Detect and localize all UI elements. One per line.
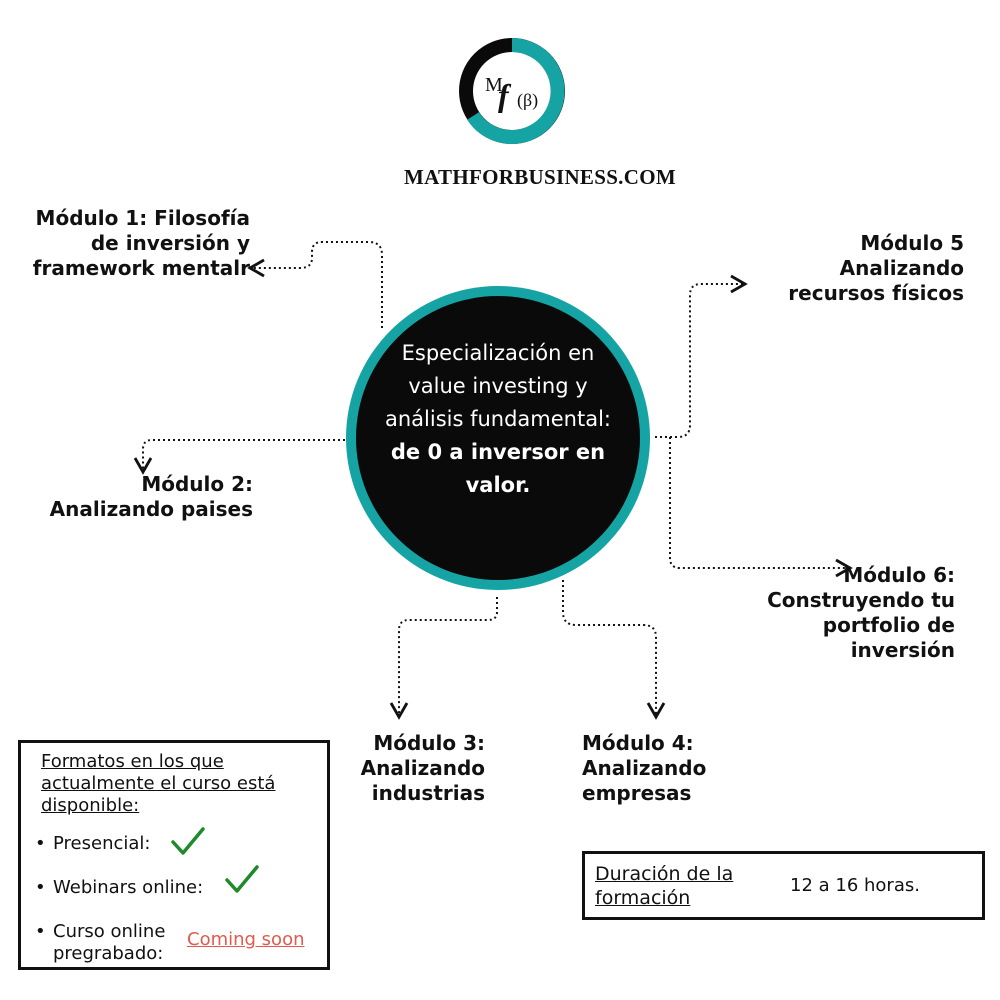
connector-m6 — [670, 437, 850, 568]
connector-m3 — [399, 597, 497, 717]
connector-m4 — [563, 580, 656, 717]
connector-m2 — [143, 440, 345, 472]
center-text-regular: Especialización en value investing y análisis fundamental: — [384, 341, 612, 431]
module-1: Módulo 1: Filosofía de inversión y framework mentalr — [32, 206, 250, 280]
bullet-icon: • — [35, 921, 46, 942]
duration-value: 12 a 16 horas. — [790, 875, 920, 896]
format-label: Presencial: — [53, 833, 151, 854]
checkmark-icon — [171, 827, 205, 857]
bullet-icon: • — [35, 833, 46, 854]
connector-m5 — [655, 284, 745, 437]
svg-text:(β): (β) — [517, 90, 539, 110]
bullet-icon: • — [35, 877, 46, 898]
coming-soon-link[interactable]: Coming soon — [187, 929, 305, 950]
module-3: Módulo 3: Analizando industrias — [360, 731, 485, 805]
module-5: Módulo 5 Analizando recursos físicos — [788, 231, 964, 305]
formats-title: Formatos en los que actualmente el curso está disponible: — [41, 751, 276, 816]
center-text — [378, 337, 618, 502]
module-6: Módulo 6: Construyendo tu portfolio de inversión — [767, 563, 955, 662]
format-item-webinars — [35, 877, 204, 899]
duration-label: Duración de la formación — [595, 863, 734, 909]
site-title: MATHFORBUSINESS.COM — [404, 165, 676, 189]
svg-text:f: f — [498, 77, 509, 113]
format-label: Webinars online: — [53, 877, 204, 898]
format-label: Curso online pregrabado: — [53, 921, 166, 964]
format-item-presencial — [35, 833, 151, 855]
center-text-bold: de 0 a inversor en valor. — [390, 440, 606, 497]
checkmark-icon — [225, 865, 259, 895]
module-4: Módulo 4: Analizando empresas — [582, 731, 707, 805]
duration-box — [582, 851, 985, 920]
module-2: Módulo 2: Analizando paises — [49, 472, 253, 521]
format-item-pregrabado — [35, 921, 183, 965]
svg-text:M: M — [485, 74, 503, 96]
formats-box — [18, 740, 330, 970]
